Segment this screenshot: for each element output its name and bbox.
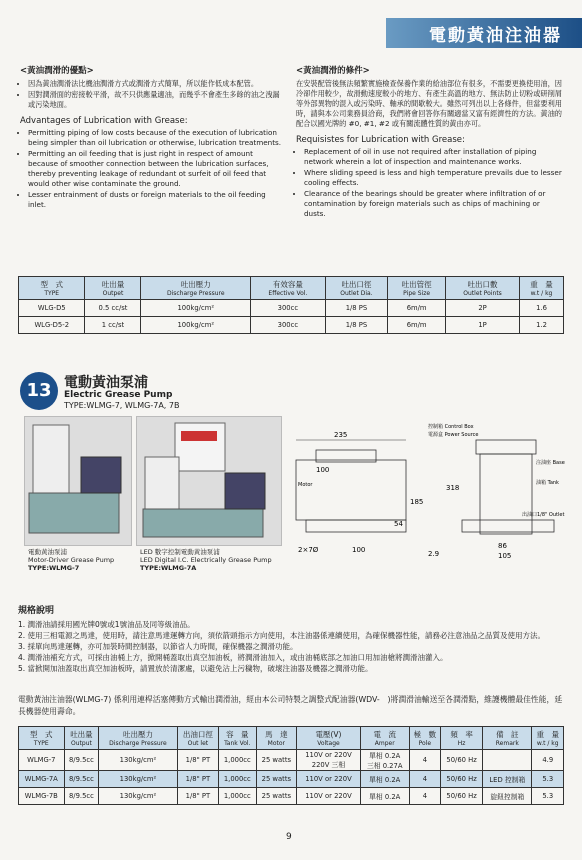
table-cell: WLG-D5-2: [19, 317, 85, 334]
page-number: 9: [286, 832, 292, 842]
column-header: [19, 277, 85, 300]
dim-100b: 100: [352, 546, 366, 554]
spec-item: 2. 使用三相電源之馬達，使用時，請注意馬達運轉方向，須依箭頭指示方向使用，本注油器係連續使用，為確保機器性能，請務必注意油品之品質及使用方法。: [18, 631, 546, 640]
spec-item: 5. 當掀開加油蓋取出真空加油板時，請置放於清潔處，以避免沾上污穢物，破壞注油器及機器之潤滑功能。: [18, 664, 373, 673]
header-en: Out let: [187, 740, 209, 747]
header-en: Hz: [457, 740, 466, 747]
spec-item: 3. 採單向馬達運轉，亦可加裝時間控制器，以節省人力時間，確保機器之潤滑功能。: [18, 642, 298, 651]
column-header: [409, 727, 440, 750]
dim-54: 54: [394, 520, 403, 528]
table-cell: 130kg/cm²: [99, 788, 177, 805]
table-cell: LED 控制箱: [483, 771, 532, 788]
table-cell: 130kg/cm²: [99, 750, 177, 771]
header-en: Effective Vol.: [268, 290, 308, 297]
table-cell: 2P: [446, 300, 520, 317]
dim-185: 185: [410, 498, 424, 506]
table-cell: 6m/m: [388, 317, 446, 334]
pump-photo-wlmg7a: [136, 416, 282, 546]
header-zh: 吐出量: [70, 730, 93, 739]
table-row: [19, 788, 564, 805]
dim-86: 86: [498, 542, 507, 550]
table-cell: 單相 0.2A 三相 0.27A: [360, 750, 409, 771]
table-cell: 4: [409, 750, 440, 771]
header-en: Output: [71, 740, 92, 747]
en-requisites-title: Requisistes for Lubrication with Grease:: [296, 135, 465, 145]
left-column: [20, 66, 282, 211]
table-cell: WLMG-7: [19, 750, 65, 771]
dim-318: 318: [446, 484, 460, 492]
header-zh: 容 量: [226, 730, 249, 739]
header-en: TYPE: [44, 290, 60, 297]
table-cell: 8/9.5cc: [64, 788, 99, 805]
spec-item: 1. 潤滑油請採用國光牌0號或1號油品及同等級油品。: [18, 620, 195, 629]
header-en: Discharge Pressure: [166, 290, 225, 297]
header-zh: 有效容量: [272, 280, 303, 289]
column-header: [483, 727, 532, 750]
table-cell: 300cc: [251, 300, 326, 317]
column-header: [325, 277, 387, 300]
table-cell: 100kg/cm²: [141, 317, 251, 334]
table-cell: 100kg/cm²: [141, 300, 251, 317]
table-cell: 25 watts: [256, 750, 297, 771]
list-item: • Clearance of the bearings should be greater where infiltration of or contamination by foreign materials such as chips of machining or dusts.: [304, 189, 562, 219]
table-cell: 1/8 PS: [325, 317, 387, 334]
column-header: [441, 727, 483, 750]
caption-zh: 電動黃油泵浦: [28, 548, 67, 556]
table-row: [19, 750, 564, 771]
specifications: [18, 606, 563, 674]
header-zh: 重 量: [536, 730, 559, 739]
photo2-caption: [140, 548, 272, 572]
zh-advantages-list: [20, 79, 282, 110]
specs-title: 規格說明: [18, 606, 55, 616]
header-zh: 出油口徑: [182, 730, 213, 739]
table-cell: 5.3: [532, 771, 564, 788]
en-advantages-title: Advantages of Lubrication with Grease:: [20, 116, 188, 126]
header-zh: 型 式: [40, 280, 63, 289]
header-zh: 馬 達: [265, 730, 288, 739]
header-title: 電動黃油注油器: [429, 26, 562, 46]
table-cell: 1,000cc: [219, 788, 256, 805]
label-tank: 油箱 Tank: [536, 480, 559, 486]
header-zh: 型 式: [30, 730, 53, 739]
label-power-source: 電源盒 Power Source: [428, 432, 479, 438]
table-cell: 50/60 Hz: [441, 788, 483, 805]
pump-photo-wlmg7: [24, 416, 132, 546]
table-cell: 8/9.5cc: [64, 750, 99, 771]
dim-2x7: 2×7Ø: [298, 546, 319, 554]
zh-requisites-text: 在安裝配管後無法頻繁實施檢查保養作業的給油部位有很多，不需要更換使用油，因冷卻作用較少，故滑動速度較小的地方、有產生高溫的地方、無法防止切粉或研削屑等外部異物的混入或污染時、軸承的間歇較大。雖然可列出以上各條件，但當要利用時，請與本公司業務員洽商，我們將會回答你有關適當又富有經濟性的方法。黃油的配合以國光牌的 #0, #1, #2 或有關流體性質的黃由亦可。: [296, 79, 562, 128]
header-en: Tank Vol.: [224, 740, 251, 747]
table-row: [19, 771, 564, 788]
table-cell: 1.2: [520, 317, 564, 334]
column-header: [520, 277, 564, 300]
header-en: TYPE: [33, 740, 49, 747]
table-cell: 1/8" PT: [177, 750, 218, 771]
table-cell: 1,000cc: [219, 750, 256, 771]
section-title-zh: 電動黃油泵浦: [64, 375, 148, 391]
table-cell: 110V or 220V 220V 三相: [297, 750, 361, 771]
column-header: [532, 727, 564, 750]
table-cell: 1/8" PT: [177, 788, 218, 805]
header-zh: 吐出口數: [467, 280, 498, 289]
table-cell: 5.3: [532, 788, 564, 805]
header-en: Remark: [495, 740, 519, 747]
column-header: [177, 727, 218, 750]
table-cell: 單相 0.2A: [360, 788, 409, 805]
header-en: Discharge Pressure: [109, 740, 167, 747]
caption-en: Motor-Driver Grease Pump: [28, 556, 115, 564]
right-column: [296, 66, 562, 220]
table-cell: 110V or 220V: [297, 788, 361, 805]
header-zh: 極 數: [413, 730, 437, 739]
caption-zh: LED 數字控制電動黃油泵浦: [140, 548, 220, 556]
label-motor: Motor: [298, 482, 313, 488]
table-cell: 1/8 PS: [325, 300, 387, 317]
section-number-badge: 13: [20, 372, 58, 410]
table-row: [19, 317, 564, 334]
header-zh: 備 註: [496, 730, 519, 739]
table-cell: 0.5 cc/st: [85, 300, 141, 317]
header-en: Pole: [418, 740, 432, 747]
header-zh: 頻 率: [450, 730, 473, 739]
header-en: Outlet Points: [463, 290, 502, 297]
table-header-row: [19, 277, 564, 300]
list-item: • Permitting piping of low costs because of the execution of lubrication being simpler than oil lubrication or otherwise, lubrication treatments.: [28, 128, 282, 148]
table-cell: 1P: [446, 317, 520, 334]
table-cell: 4: [409, 788, 440, 805]
table-cell: 旋鈕控制箱: [483, 788, 532, 805]
header-zh: 吐出口徑: [341, 280, 372, 289]
dim-2.9: 2.9: [428, 550, 440, 558]
column-header: [251, 277, 326, 300]
column-header: [64, 727, 99, 750]
list-item: • 因為黃油潤滑法比機油潤滑方式或潤滑方式簡單，所以能作低成本配管。: [28, 79, 282, 89]
header-zh: 吐出壓力: [122, 730, 153, 739]
table-cell: 4.9: [532, 750, 564, 771]
header-en: w.t / kg: [536, 740, 559, 747]
label-outlet: 出油口1/8" Outlet: [522, 512, 565, 518]
table-cell: WLMG-7B: [19, 788, 65, 805]
table-row: [19, 300, 564, 317]
table-cell: WLMG-7A: [19, 771, 65, 788]
header-en: Amper: [374, 740, 395, 747]
table-cell: 6m/m: [388, 300, 446, 317]
photo1-caption: [28, 548, 114, 572]
pump-image: [25, 417, 131, 545]
header-band: [386, 18, 582, 48]
header-zh: 吐出壓力: [180, 280, 211, 289]
header-en: Outlet Dia.: [340, 290, 373, 297]
table-cell: 8/9.5cc: [64, 771, 99, 788]
spec-table-wlg: [18, 276, 564, 334]
column-header: [141, 277, 251, 300]
column-header: [446, 277, 520, 300]
table-header-row: [19, 727, 564, 750]
table-cell: 25 watts: [256, 788, 297, 805]
dimension-drawing: [286, 420, 566, 570]
column-header: [360, 727, 409, 750]
caption-type: TYPE:WLMG-7A: [140, 564, 197, 572]
table-cell: 1/8" PT: [177, 771, 218, 788]
dim-100: 100: [316, 466, 330, 474]
zh-requisites-title: <黃油潤滑的條件>: [296, 66, 370, 76]
list-item: • Replacement of oil in use not required after installation of piping network wherein a lot of inspection and maintenance works.: [304, 147, 562, 167]
label-control-box: 控制箱 Control Box: [428, 424, 474, 430]
label-base: 注油座 Base: [536, 460, 565, 466]
table-cell: 50/60 Hz: [441, 771, 483, 788]
column-header: [19, 727, 65, 750]
table-cell: 4: [409, 771, 440, 788]
table-cell: 單相 0.2A: [360, 771, 409, 788]
column-header: [219, 727, 256, 750]
column-header: [388, 277, 446, 300]
spec-table-wlmg: [18, 726, 564, 805]
table-cell: 130kg/cm²: [99, 771, 177, 788]
list-item: • 因對潤滑面的密接較平滑，故不只供應量適油，而幾乎不會產生多餘的油之洩漏或污染地面。: [28, 90, 282, 110]
caption-type: TYPE:WLMG-7: [28, 564, 80, 572]
caption-en: LED Digital I.C. Electrically Grease Pump: [140, 556, 272, 564]
pump-led-image: [137, 417, 281, 545]
column-header: [297, 727, 361, 750]
section-type: TYPE:WLMG-7, WLMG-7A, 7B: [64, 401, 180, 410]
header-en: Pipe Size: [403, 290, 431, 297]
table-cell: 300cc: [251, 317, 326, 334]
header-en: Outpet: [102, 290, 124, 297]
column-header: [256, 727, 297, 750]
table-cell: 50/60 Hz: [441, 750, 483, 771]
header-zh: 電壓(V): [315, 730, 342, 739]
header-en: Voltage: [317, 740, 340, 747]
header-zh: 電 流: [373, 730, 396, 739]
table-cell: 1,000cc: [219, 771, 256, 788]
header-zh: 吐出量: [101, 280, 125, 289]
zh-advantages-title: <黃油潤滑的優點>: [20, 66, 94, 76]
dim-235: 235: [334, 431, 348, 439]
column-header: [99, 727, 177, 750]
table-cell: 110V or 220V: [297, 771, 361, 788]
dim-105: 105: [498, 552, 512, 560]
spec-item: 4. 潤滑油補充方式，可採由油桶上方，掀開桶蓋取出真空加油板，將潤滑油加入，或由油桶底部之加油口用加油槍將潤滑油灌入。: [18, 653, 448, 662]
header-zh: 吐出管徑: [401, 280, 432, 289]
header-en: Motor: [267, 740, 285, 747]
description-note: 電動黃油注油器(WLMG-7) 係利用連桿活塞傳動方式輸出潤滑油，經由本公司特製之調整式配油器(WDV- )將潤滑油輸送至各潤滑點，維護機體最佳性能，延長機器使用壽命。: [18, 695, 563, 716]
table-cell: 25 watts: [256, 771, 297, 788]
table-cell: [483, 750, 532, 771]
table-cell: 1.6: [520, 300, 564, 317]
header-zh: 重 量: [530, 280, 553, 289]
column-header: [85, 277, 141, 300]
list-item: • Lesser entrainment of dusts or foreign materials to the oil feeding inlet.: [28, 190, 282, 210]
header-en: w.t / kg: [530, 290, 553, 297]
table-cell: WLG-D5: [19, 300, 85, 317]
en-requisites-list: [296, 147, 562, 219]
section-title-en: Electric Grease Pump: [64, 390, 173, 400]
table-cell: 1 cc/st: [85, 317, 141, 334]
en-advantages-list: [20, 128, 282, 210]
list-item: • Where sliding speed is less and high temperature prevails due to lesser cooling effects.: [304, 168, 562, 188]
list-item: • Permitting an oil feeding that is just right in respect of amount because of smoother connection between the lubrication surfaces, thereby preventing leakage of redundant ot surfeit of oil feed that would other wise contaminate the ground.: [28, 149, 282, 189]
